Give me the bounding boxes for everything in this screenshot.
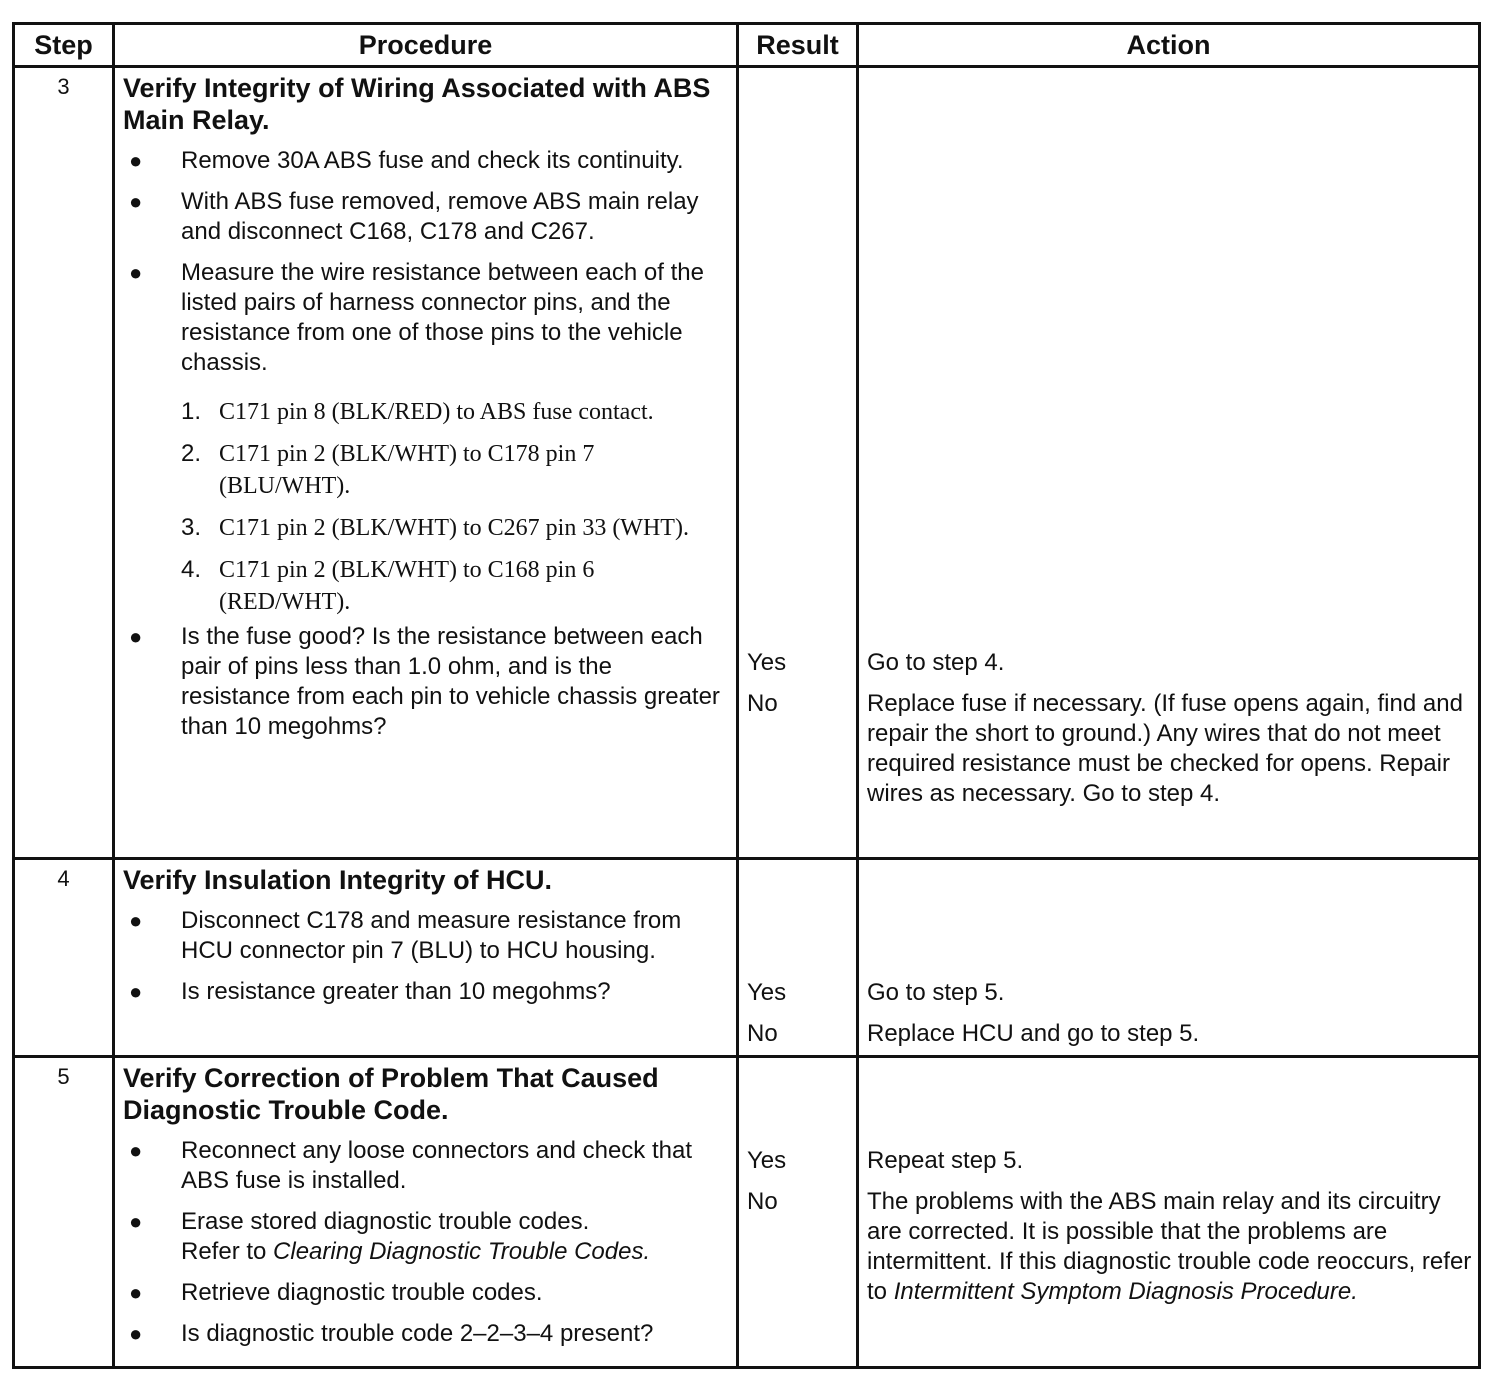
numbered-item: 1. C171 pin 8 (BLK/RED) to ABS fuse contact. — [181, 398, 654, 425]
procedure-bullet: ● Reconnect any loose connectors and check that ABS fuse is installed. — [129, 1137, 692, 1194]
result-cell — [738, 67, 858, 859]
clearing-codes-reference: Clearing Diagnostic Trouble Codes. — [273, 1238, 651, 1265]
step-number: 5 — [14, 1057, 114, 1368]
action-cell — [858, 859, 1480, 1057]
procedure-cell — [114, 67, 738, 859]
procedure-bullet: ● With ABS fuse removed, remove ABS main relay and disconnect C168, C178 and C267. — [129, 188, 699, 245]
diagnostic-table — [12, 22, 1481, 1369]
procedure-title: Verify Correction of Problem That Caused Diagnostic Trouble Code. — [123, 1063, 659, 1125]
numbered-item: 3. C171 pin 2 (BLK/WHT) to C267 pin 33 (WHT). — [181, 514, 689, 541]
result-yes: Yes — [747, 979, 787, 1006]
result-cell — [738, 1057, 858, 1368]
procedure-cell — [114, 859, 738, 1057]
procedure-question: ● Is resistance greater than 10 megohms? — [129, 978, 611, 1005]
result-cell — [738, 859, 858, 1057]
action-no: Replace HCU and go to step 5. — [867, 1020, 1200, 1047]
header-row — [14, 24, 1480, 67]
procedure-bullet: ● Disconnect C178 and measure resistance from HCU connector pin 7 (BLU) to HCU housing. — [129, 907, 682, 964]
procedure-question: ● Is diagnostic trouble code 2–2–3–4 present? — [129, 1320, 654, 1347]
result-yes: Yes — [747, 1147, 787, 1174]
result-no: No — [747, 1188, 778, 1215]
table-row — [14, 859, 1480, 1057]
step-number: 4 — [14, 859, 114, 1057]
action-cell — [858, 67, 1480, 859]
bullet-icon: ● — [129, 1138, 143, 1163]
numbered-item: 2. C171 pin 2 (BLK/WHT) to C178 pin 7 (BLU/WHT). — [181, 440, 595, 499]
table-row — [14, 1057, 1480, 1368]
bullet-icon: ● — [129, 1209, 143, 1234]
bullet-icon: ● — [129, 148, 143, 173]
table-row — [14, 67, 1480, 859]
procedure-bullet: ● Measure the wire resistance between each of the listed pairs of harness connector pins, and the resistance from one of those pins to the vehicle chassis. — [129, 259, 704, 376]
header-result: Result — [738, 24, 858, 67]
action-cell — [858, 1057, 1480, 1368]
bullet-icon: ● — [129, 979, 143, 1004]
action-yes: Repeat step 5. — [867, 1147, 1024, 1174]
procedure-bullet: ● Erase stored diagnostic trouble codes. Refer to Clearing Diagnostic Trouble Codes. — [129, 1208, 651, 1265]
action-no: Replace fuse if necessary. (If fuse opens again, find and repair the short to ground.) Any wires that do not meet required resistance must be checked for opens. Repair wires as necessary. Go to step 4. — [867, 690, 1463, 807]
header-step: Step — [14, 24, 114, 67]
header-action: Action — [858, 24, 1480, 67]
action-no: The problems with the ABS main relay and its circuitry are corrected. It is possible that the problems are intermittent. If this diagnostic trouble code reoccurs, refer to Intermittent Symptom Diagnosis Procedure. — [867, 1188, 1472, 1305]
numbered-item: 4. C171 pin 2 (BLK/WHT) to C168 pin 6 (RED/WHT). — [181, 556, 595, 615]
bullet-icon: ● — [129, 908, 143, 933]
procedure-title: Verify Insulation Integrity of HCU. — [123, 865, 553, 895]
bullet-icon: ● — [129, 1321, 143, 1346]
procedure-title: Verify Integrity of Wiring Associated with ABS Main Relay. — [123, 73, 711, 135]
procedure-bullet: ● Remove 30A ABS fuse and check its continuity. — [129, 147, 684, 174]
action-yes: Go to step 5. — [867, 979, 1005, 1006]
header-procedure: Procedure — [114, 24, 738, 67]
step-number: 3 — [14, 67, 114, 859]
bullet-icon: ● — [129, 189, 143, 214]
action-yes: Go to step 4. — [867, 649, 1005, 676]
result-yes: Yes — [747, 649, 787, 676]
procedure-bullet: ● Retrieve diagnostic trouble codes. — [129, 1279, 543, 1306]
bullet-icon: ● — [129, 260, 143, 285]
intermittent-procedure-reference: Intermittent Symptom Diagnosis Procedure. — [893, 1278, 1358, 1305]
result-no: No — [747, 1020, 778, 1047]
bullet-icon: ● — [129, 1280, 143, 1305]
procedure-cell — [114, 1057, 738, 1368]
bullet-icon: ● — [129, 624, 143, 649]
procedure-question: ● Is the fuse good? Is the resistance between each pair of pins less than 1.0 ohm, and is the resistance from each pin to vehicle chassis greater than 10 megohms? — [129, 623, 720, 740]
result-no: No — [747, 690, 778, 717]
